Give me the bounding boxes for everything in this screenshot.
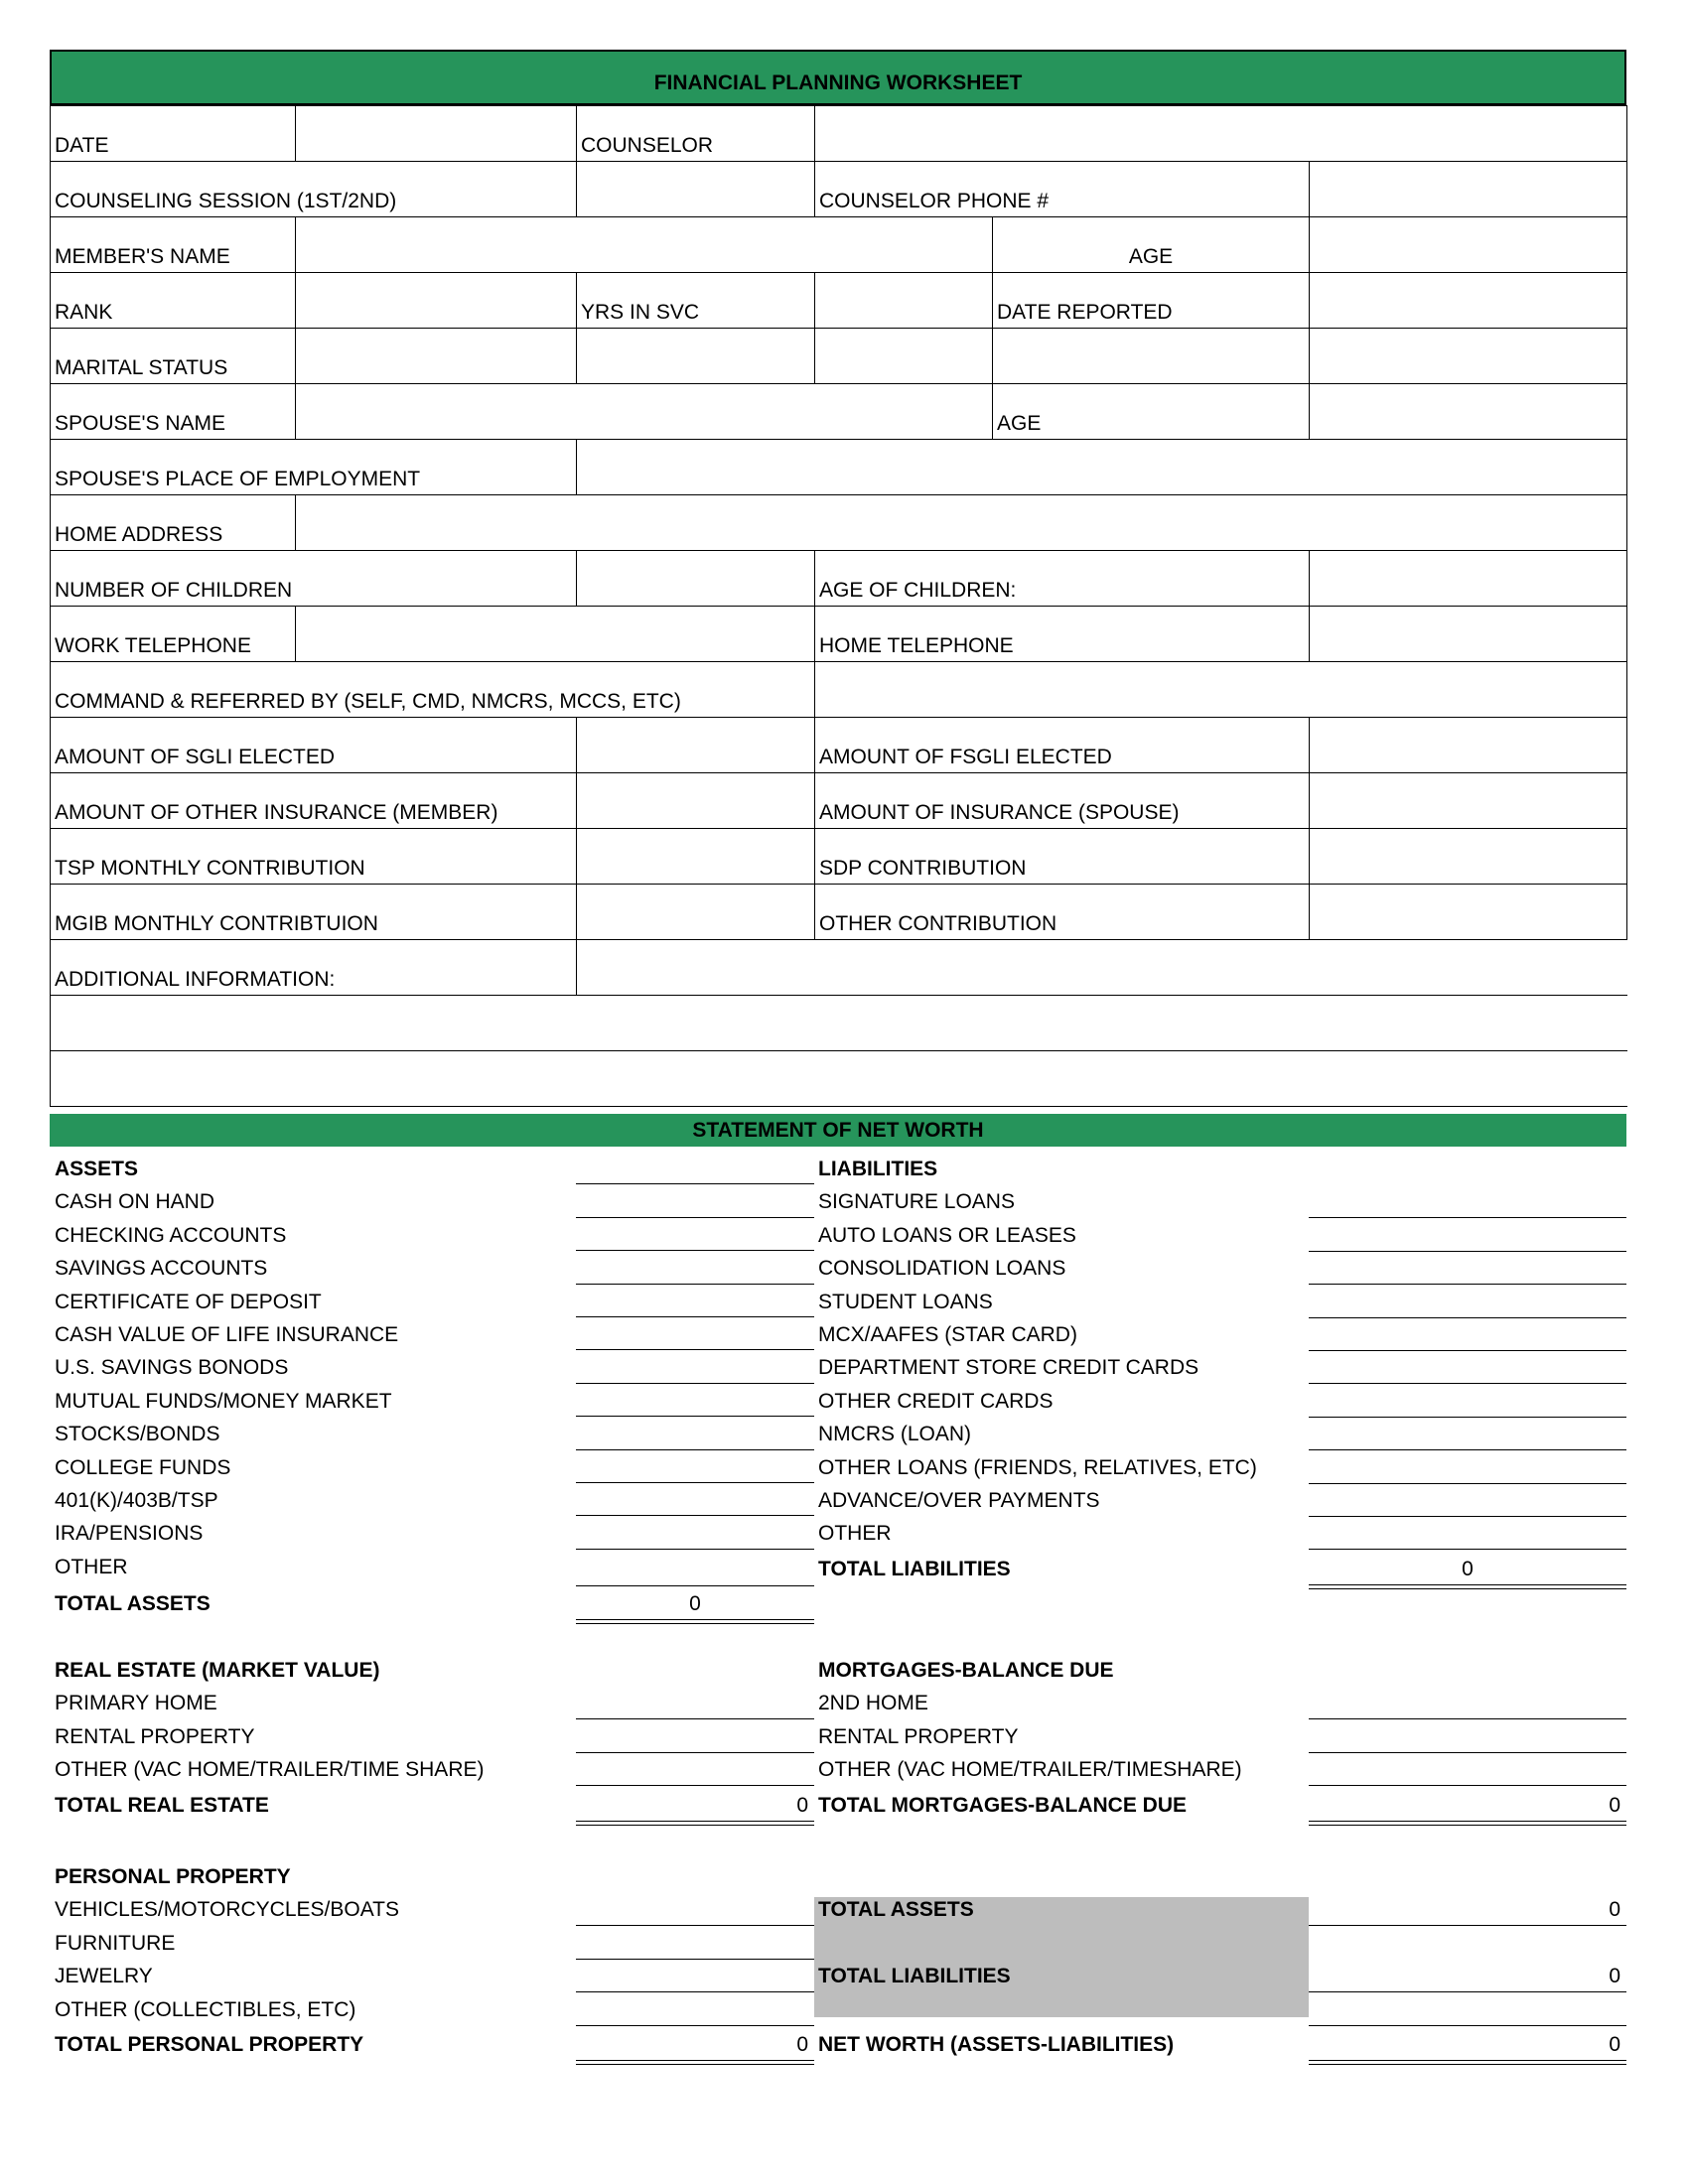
liability-entry-line[interactable]: [1309, 1549, 1626, 1550]
liability-entry-line[interactable]: [1309, 1350, 1626, 1351]
command-field[interactable]: [815, 662, 1627, 718]
personal-property-item: JEWELRY: [55, 1965, 153, 1988]
form-row: [51, 551, 1627, 607]
summary-line[interactable]: [1309, 2025, 1626, 2026]
total-personal-label: TOTAL PERSONAL PROPERTY: [55, 2033, 364, 2056]
form-row: [51, 162, 1627, 217]
asset-item: COLLEGE FUNDS: [55, 1455, 231, 1479]
liability-item: MCX/AAFES (STAR CARD): [818, 1323, 1077, 1346]
blank-cell[interactable]: [577, 329, 815, 384]
home-phone-label: HOME TELEPHONE: [815, 607, 1310, 662]
liability-entry-line[interactable]: [1309, 1383, 1626, 1384]
age-children-field[interactable]: [1310, 551, 1627, 607]
form-row: [51, 662, 1627, 718]
liability-item: CONSOLIDATION LOANS: [818, 1257, 1066, 1281]
real-estate-heading: REAL ESTATE (MARKET VALUE): [55, 1659, 380, 1682]
liability-entry-line[interactable]: [1309, 1284, 1626, 1285]
form-row: [51, 495, 1627, 551]
real-estate-entry-line[interactable]: [576, 1785, 814, 1786]
counselor-field[interactable]: [815, 106, 1627, 162]
additional-field[interactable]: [577, 940, 1627, 996]
personal-property-item: VEHICLES/MOTORCYCLES/BOATS: [55, 1898, 399, 1922]
member-age-field[interactable]: [1310, 217, 1627, 273]
spouse-employment-field[interactable]: [577, 440, 1627, 495]
form-row: [51, 885, 1627, 940]
asset-entry-line[interactable]: [576, 1549, 814, 1550]
member-name-field[interactable]: [296, 217, 993, 273]
rank-label: RANK: [51, 273, 296, 329]
asset-item: SAVINGS ACCOUNTS: [55, 1257, 268, 1281]
net-worth-underline[interactable]: [1309, 2060, 1626, 2065]
total-liabilities-label: TOTAL LIABILITIES: [818, 1557, 1011, 1580]
total-liabilities-underline[interactable]: [1309, 1584, 1626, 1589]
personal-entry-line[interactable]: [576, 2025, 814, 2026]
liability-entry-line[interactable]: [1309, 1516, 1626, 1517]
real-estate-item: RENTAL PROPERTY: [55, 1724, 255, 1748]
asset-item: U.S. SAVINGS BONODS: [55, 1356, 289, 1380]
date-label: DATE: [51, 106, 296, 162]
liability-item: STUDENT LOANS: [818, 1290, 993, 1313]
sdp-label: SDP CONTRIBUTION: [815, 829, 1310, 885]
work-phone-field[interactable]: [296, 607, 815, 662]
asset-entry-line[interactable]: [576, 1449, 814, 1450]
asset-item: CASH VALUE OF LIFE INSURANCE: [55, 1323, 399, 1346]
other-contrib-field[interactable]: [1310, 885, 1627, 940]
personal-entry-line[interactable]: [576, 1959, 814, 1960]
asset-entry-line[interactable]: [576, 1217, 814, 1218]
form-row: [51, 718, 1627, 773]
form-row: [51, 384, 1627, 440]
date-field[interactable]: [296, 106, 577, 162]
financial-planning-worksheet: [50, 50, 1626, 1107]
additional-label: ADDITIONAL INFORMATION:: [51, 940, 577, 996]
additional-line: [51, 1051, 1627, 1107]
form-row: [51, 329, 1627, 384]
asset-entry-line[interactable]: [576, 1515, 814, 1516]
form-row: [51, 773, 1627, 829]
form-row: [51, 940, 1627, 996]
form-row: [51, 106, 1627, 162]
age-children-label: AGE OF CHILDREN:: [815, 551, 1310, 607]
personal-property-item: OTHER (COLLECTIBLES, ETC): [55, 1997, 356, 2021]
real-estate-item: OTHER (VAC HOME/TRAILER/TIME SHARE): [55, 1758, 485, 1782]
spouse-age-field[interactable]: [1310, 384, 1627, 440]
liability-item: OTHER LOANS (FRIENDS, RELATIVES, ETC): [818, 1455, 1257, 1479]
date-reported-field[interactable]: [1310, 273, 1627, 329]
num-children-label: NUMBER OF CHILDREN: [51, 551, 577, 607]
asset-item: OTHER: [55, 1555, 128, 1578]
total-assets-label: TOTAL ASSETS: [55, 1592, 211, 1616]
total-mortgages-underline[interactable]: [1309, 1821, 1626, 1826]
asset-entry-line[interactable]: [576, 1585, 814, 1586]
home-address-field[interactable]: [296, 495, 1627, 551]
blank-cell[interactable]: [1310, 329, 1627, 384]
sdp-field[interactable]: [1310, 829, 1627, 885]
sgli-field[interactable]: [577, 718, 815, 773]
other-contrib-label: OTHER CONTRIBUTION: [815, 885, 1310, 940]
tsp-field[interactable]: [577, 829, 815, 885]
total-liabilities-value: 0: [1462, 1557, 1474, 1580]
other-ins-member-label: AMOUNT OF OTHER INSURANCE (MEMBER): [51, 773, 577, 829]
total-personal-value: 0: [796, 2033, 808, 2056]
marital-label: MARITAL STATUS: [51, 329, 296, 384]
liability-item: NMCRS (LOAN): [818, 1423, 972, 1446]
additional-line-field[interactable]: [51, 996, 1627, 1051]
asset-item: MUTUAL FUNDS/MONEY MARKET: [55, 1389, 392, 1413]
total-real-estate-value: 0: [796, 1793, 808, 1817]
liability-entry-line[interactable]: [1309, 1449, 1626, 1450]
liability-entry-line[interactable]: [1309, 1217, 1626, 1218]
liability-entry-line[interactable]: [1309, 1251, 1626, 1252]
mortgages-heading: MORTGAGES-BALANCE DUE: [818, 1659, 1114, 1682]
counselor-phone-label: COUNSELOR PHONE #: [815, 162, 1310, 217]
other-ins-member-field[interactable]: [577, 773, 815, 829]
liability-item: OTHER CREDIT CARDS: [818, 1389, 1054, 1413]
mortgage-entry-line[interactable]: [1309, 1785, 1626, 1786]
spouse-age-label: AGE: [993, 384, 1310, 440]
date-reported-label: DATE REPORTED: [993, 273, 1310, 329]
liability-item: ADVANCE/OVER PAYMENTS: [818, 1489, 1100, 1512]
counselor-label: COUNSELOR: [577, 106, 815, 162]
asset-item: STOCKS/BONDS: [55, 1423, 220, 1446]
personal-entry-line[interactable]: [576, 1925, 814, 1926]
form-row: [51, 607, 1627, 662]
summary-line[interactable]: [1309, 1991, 1626, 1992]
total-mortgages-value: 0: [1609, 1793, 1620, 1817]
assets-heading: ASSETS: [55, 1158, 139, 1180]
mortgage-entry-line[interactable]: [1309, 1752, 1626, 1753]
personal-property-heading: PERSONAL PROPERTY: [55, 1865, 291, 1888]
net-worth-label: NET WORTH (ASSETS-LIABILITIES): [818, 2033, 1175, 2056]
summary-total-liabilities-value: 0: [1609, 1965, 1620, 1988]
personal-property-item: FURNITURE: [55, 1931, 176, 1955]
total-real-estate-label: TOTAL REAL ESTATE: [55, 1793, 269, 1817]
asset-item: 401(K)/403B/TSP: [55, 1489, 218, 1512]
fsgli-label: AMOUNT OF FSGLI ELECTED: [815, 718, 1310, 773]
total-assets-underline[interactable]: [576, 1619, 814, 1624]
real-estate-item: PRIMARY HOME: [55, 1692, 217, 1715]
num-children-field[interactable]: [577, 551, 815, 607]
liability-entry-line[interactable]: [1309, 1317, 1626, 1318]
form-row: [51, 440, 1627, 495]
ins-spouse-label: AMOUNT OF INSURANCE (SPOUSE): [815, 773, 1310, 829]
summary-line[interactable]: [1309, 1925, 1626, 1926]
asset-entry-line[interactable]: [576, 1250, 814, 1251]
marital-field[interactable]: [296, 329, 577, 384]
summary-total-liabilities-label: TOTAL LIABILITIES: [818, 1965, 1011, 1988]
real-estate-entry-line[interactable]: [576, 1752, 814, 1753]
form-row: [51, 217, 1627, 273]
asset-item: CERTIFICATE OF DEPOSIT: [55, 1290, 322, 1313]
work-phone-label: WORK TELEPHONE: [51, 607, 296, 662]
total-personal-underline[interactable]: [576, 2060, 814, 2065]
fsgli-field[interactable]: [1310, 718, 1627, 773]
home-address-label: HOME ADDRESS: [51, 495, 296, 551]
asset-entry-line[interactable]: [576, 1416, 814, 1417]
asset-entry-line[interactable]: [576, 1316, 814, 1317]
ins-spouse-field[interactable]: [1310, 773, 1627, 829]
asset-entry-line[interactable]: [576, 1284, 814, 1285]
session-label: COUNSELING SESSION (1ST/2ND): [51, 162, 577, 217]
spouse-name-label: SPOUSE'S NAME: [51, 384, 296, 440]
mortgage-item: 2ND HOME: [818, 1692, 928, 1715]
mortgage-item: RENTAL PROPERTY: [818, 1724, 1019, 1748]
form-row: [51, 273, 1627, 329]
asset-entry-line[interactable]: [576, 1183, 814, 1184]
asset-item: IRA/PENSIONS: [55, 1522, 204, 1546]
liabilities-heading: LIABILITIES: [818, 1158, 938, 1180]
liability-entry-line[interactable]: [1309, 1483, 1626, 1484]
command-label: COMMAND & REFERRED BY (SELF, CMD, NMCRS, MCCS, ETC): [51, 662, 815, 718]
blank-cell[interactable]: [815, 329, 993, 384]
yrs-field[interactable]: [815, 273, 993, 329]
net-worth-title: STATEMENT OF NET WORTH: [50, 1114, 1626, 1147]
mortgage-item: OTHER (VAC HOME/TRAILER/TIMESHARE): [818, 1758, 1242, 1782]
spouse-employment-label: SPOUSE'S PLACE OF EMPLOYMENT: [51, 440, 577, 495]
liability-item: DEPARTMENT STORE CREDIT CARDS: [818, 1356, 1199, 1380]
member-age-label: AGE: [993, 217, 1310, 273]
yrs-label: YRS IN SVC: [577, 273, 815, 329]
tsp-label: TSP MONTHLY CONTRIBUTION: [51, 829, 577, 885]
total-mortgages-label: TOTAL MORTGAGES-BALANCE DUE: [818, 1793, 1187, 1817]
counselor-phone-field[interactable]: [1310, 162, 1627, 217]
personal-info-table: [50, 105, 1627, 1107]
worksheet-title: FINANCIAL PLANNING WORKSHEET: [50, 50, 1626, 105]
net-worth-value: 0: [1609, 2033, 1620, 2056]
summary-total-assets-label: TOTAL ASSETS: [818, 1898, 974, 1922]
liability-item: AUTO LOANS OR LEASES: [818, 1223, 1076, 1247]
rank-field[interactable]: [296, 273, 577, 329]
additional-line-field[interactable]: [51, 1051, 1627, 1107]
total-assets-value: 0: [689, 1592, 701, 1616]
blank-cell[interactable]: [993, 329, 1310, 384]
mgib-label: MGIB MONTHLY CONTRIBTUION: [51, 885, 577, 940]
asset-item: CASH ON HAND: [55, 1190, 215, 1214]
mgib-field[interactable]: [577, 885, 815, 940]
session-field[interactable]: [577, 162, 815, 217]
mortgage-entry-line[interactable]: [1309, 1718, 1626, 1719]
summary-total-assets-value: 0: [1609, 1898, 1620, 1922]
additional-line: [51, 996, 1627, 1051]
liability-item: OTHER: [818, 1522, 892, 1546]
asset-entry-line[interactable]: [576, 1383, 814, 1384]
home-phone-field[interactable]: [1310, 607, 1627, 662]
personal-entry-line[interactable]: [576, 1991, 814, 1992]
member-name-label: MEMBER'S NAME: [51, 217, 296, 273]
total-real-estate-underline[interactable]: [576, 1821, 814, 1826]
asset-entry-line[interactable]: [576, 1349, 814, 1350]
asset-entry-line[interactable]: [576, 1482, 814, 1483]
form-row: [51, 829, 1627, 885]
sgli-label: AMOUNT OF SGLI ELECTED: [51, 718, 577, 773]
real-estate-entry-line[interactable]: [576, 1718, 814, 1719]
spouse-name-field[interactable]: [296, 384, 993, 440]
liability-entry-line[interactable]: [1309, 1417, 1626, 1418]
asset-item: CHECKING ACCOUNTS: [55, 1223, 287, 1247]
liability-item: SIGNATURE LOANS: [818, 1190, 1015, 1214]
